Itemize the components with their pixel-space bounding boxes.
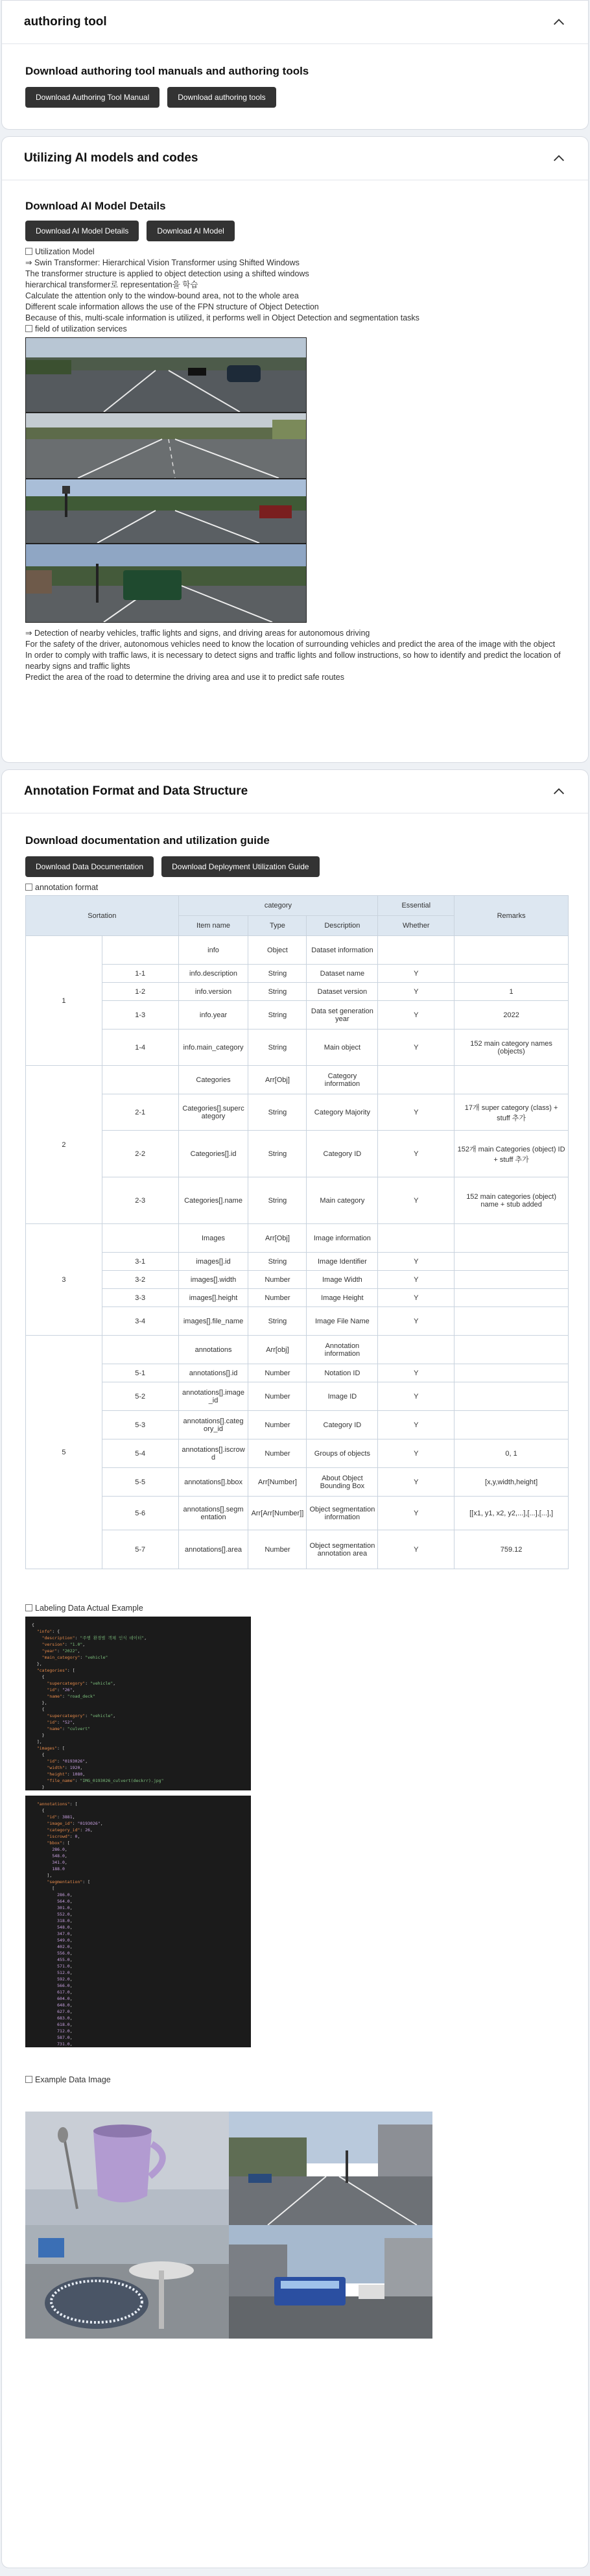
essential-flag: Y: [378, 965, 454, 983]
item-name: annotations: [178, 1336, 248, 1364]
row-code: 3-2: [102, 1271, 178, 1289]
table-row: [26, 936, 569, 965]
essential-flag: Y: [378, 1468, 454, 1497]
checkbox-icon: [25, 325, 32, 332]
item-name: info: [178, 936, 248, 965]
item-description: Data set generation year: [307, 1001, 378, 1029]
row-code: 3-3: [102, 1289, 178, 1307]
table-row: [26, 1364, 569, 1382]
authoring-tool-header[interactable]: [2, 1, 588, 44]
table-row: [26, 1468, 569, 1497]
example-image-grid: [25, 2112, 432, 2339]
item-name: info.version: [178, 983, 248, 1001]
item-description: Category Majority: [307, 1094, 378, 1131]
row-code: [102, 1066, 178, 1094]
item-description: Image Identifier: [307, 1253, 378, 1271]
item-description: Category information: [307, 1066, 378, 1094]
item-name: Categories: [178, 1066, 248, 1094]
item-description: Object segmentation annotation area: [307, 1530, 378, 1569]
item-description: Image Width: [307, 1271, 378, 1289]
model-line: ⇒ Swin Transformer: Hierarchical Vision Transformer using Shifted Windows: [25, 258, 300, 267]
essential-flag: Y: [378, 1530, 454, 1569]
header-remarks: Remarks: [454, 896, 569, 936]
table-row: [26, 1307, 569, 1336]
annotation-table-body: [26, 936, 569, 1569]
table-row: [26, 1001, 569, 1029]
essential-flag: Y: [378, 1094, 454, 1131]
item-name: annotations[].area: [178, 1530, 248, 1569]
item-name: info.year: [178, 1001, 248, 1029]
essential-flag: [378, 1224, 454, 1253]
item-type: Number: [248, 1530, 307, 1569]
road-image-1: [25, 337, 307, 413]
item-name: annotations[].category_id: [178, 1411, 248, 1439]
example-image-table: [25, 2225, 229, 2339]
item-type: String: [248, 1253, 307, 1271]
essential-flag: [378, 1066, 454, 1094]
download-authoring-tools-button[interactable]: Download authoring tools: [167, 87, 276, 108]
item-name: annotations[].id: [178, 1364, 248, 1382]
essential-flag: [378, 936, 454, 965]
checkbox-icon: [25, 884, 32, 891]
item-type: String: [248, 983, 307, 1001]
item-description: About Object Bounding Box: [307, 1468, 378, 1497]
example-image-bus: [229, 2225, 432, 2339]
remarks-cell: 0, 1: [454, 1439, 569, 1468]
item-name: images[].id: [178, 1253, 248, 1271]
remarks-cell: 759.12: [454, 1530, 569, 1569]
download-data-documentation-button[interactable]: Download Data Documentation: [25, 856, 154, 877]
group-number: 2: [26, 1066, 102, 1224]
field-line: ⇒ Detection of nearby vehicles, traffic lights and signs, and driving areas for autonomous driving: [25, 629, 370, 638]
remarks-cell: 152 main categories (object) name + stub added: [454, 1177, 569, 1224]
item-type: Arr[Number]: [248, 1468, 307, 1497]
remarks-cell: 17개 super category (class) + stuff 추가: [454, 1094, 569, 1131]
item-type: Arr[Obj]: [248, 1066, 307, 1094]
json-example-code-2: "annotations": [ { "id": 3881, "image_id": "0193026", "category_id": 26, "iscrowd": 0, "bbox": [ 286.0, 548.0, 341.0, 188.0 ], "segmentation": [ [ 286.0, 564.0, 301.0, 552.0, 318.0, 548.0, 347.0, 549.0, 402.0, 556.0, 455.0, 571.0, 512.0, 592.0, 566.0, 617.0, 604.0, 648.0, 627.0, 683.0, 618.0, 712.0, 587.0, 731.0,: [25, 1796, 251, 2047]
header-whether: Whether: [378, 916, 454, 936]
essential-flag: Y: [378, 1289, 454, 1307]
item-type: Number: [248, 1439, 307, 1468]
row-code: 5-2: [102, 1382, 178, 1411]
group-number: 1: [26, 936, 102, 1066]
item-description: Groups of objects: [307, 1439, 378, 1468]
chevron-up-icon[interactable]: [552, 15, 566, 29]
checkbox-icon: [25, 2076, 32, 2083]
row-code: 5-1: [102, 1364, 178, 1382]
model-line: Different scale information allows the use of the FPN structure of Object Detection: [25, 302, 319, 311]
essential-flag: Y: [378, 1001, 454, 1029]
checkbox-icon: [25, 1604, 32, 1611]
header-category: category: [178, 896, 378, 916]
ai-models-panel: [1, 136, 589, 763]
remarks-cell: [454, 1253, 569, 1271]
panel-title: authoring tool: [24, 15, 107, 29]
remarks-cell: [454, 1307, 569, 1336]
row-code: [102, 1336, 178, 1364]
table-row: [26, 1271, 569, 1289]
table-row: [26, 1224, 569, 1253]
item-type: String: [248, 1307, 307, 1336]
item-name: annotations[].iscrowd: [178, 1439, 248, 1468]
essential-flag: Y: [378, 983, 454, 1001]
remarks-cell: [454, 1382, 569, 1411]
item-type: String: [248, 1001, 307, 1029]
item-name: Categories[].name: [178, 1177, 248, 1224]
row-code: 3-4: [102, 1307, 178, 1336]
model-line: Because of this, multi-scale information is utilized, it performs well in Object Detection and segmentation tasks: [25, 313, 419, 322]
item-type: String: [248, 965, 307, 983]
ai-models-header[interactable]: [2, 137, 588, 180]
item-name: Categories[].supercategory: [178, 1094, 248, 1131]
group-number: 5: [26, 1336, 102, 1569]
section-title: Download documentation and utilization guide: [25, 834, 270, 847]
table-row: [26, 1530, 569, 1569]
item-description: Main category: [307, 1177, 378, 1224]
item-description: Image Height: [307, 1289, 378, 1307]
annotation-format-table: [25, 895, 569, 1569]
road-image-3: [25, 479, 307, 544]
item-description: Dataset information: [307, 936, 378, 965]
item-name: annotations[].image_id: [178, 1382, 248, 1411]
panel-title: Utilizing AI models and codes: [24, 151, 198, 165]
essential-flag: Y: [378, 1307, 454, 1336]
authoring-tool-panel: [1, 0, 589, 130]
example-image-mug: [25, 2112, 229, 2225]
chevron-up-icon[interactable]: [552, 151, 566, 165]
item-description: Dataset name: [307, 965, 378, 983]
table-row: [26, 1253, 569, 1271]
row-code: 1-2: [102, 983, 178, 1001]
model-line: The transformer structure is applied to object detection using a shifted windows: [25, 269, 309, 278]
header-sortation: Sortation: [26, 896, 179, 936]
item-description: Category ID: [307, 1411, 378, 1439]
essential-flag: Y: [378, 1382, 454, 1411]
header-essential: Essential: [378, 896, 454, 916]
remarks-cell: [454, 1224, 569, 1253]
row-code: 2-1: [102, 1094, 178, 1131]
download-ai-model-button[interactable]: Download AI Model: [147, 221, 234, 241]
table-row: [26, 1094, 569, 1131]
checkbox-icon: [25, 248, 32, 255]
essential-flag: Y: [378, 1253, 454, 1271]
example-image-street: [229, 2112, 432, 2225]
field-line: Predict the area of the road to determine the driving area and use it to predict safe routes: [25, 673, 344, 682]
item-type: String: [248, 1094, 307, 1131]
row-code: 1-3: [102, 1001, 178, 1029]
table-row: [26, 1289, 569, 1307]
table-row: [26, 1131, 569, 1177]
download-deployment-guide-button[interactable]: Download Deployment Utilization Guide: [161, 856, 319, 877]
remarks-cell: [454, 936, 569, 965]
remarks-cell: [454, 965, 569, 983]
table-row: [26, 1411, 569, 1439]
essential-flag: [378, 1336, 454, 1364]
road-detection-images: [25, 337, 565, 623]
table-row: [26, 1497, 569, 1530]
item-name: info.main_category: [178, 1029, 248, 1066]
remarks-cell: [454, 1066, 569, 1094]
row-code: [102, 1224, 178, 1253]
json-example-code-1: { "info": { "description": "주행 환경별 객체 인식 데이터", "version": "1.0", "year": "2022", "main_category": "vehicle" }, "categories": [ { "supercategory": "vehicle", "id": "26", "name": "road_deck" }, { "supercategory": "vehicle", "id": "52", "name": "culvert" } ], "images": [ { "id": "0193026", "width": 1920, "height": 1080, "file_name": "IMG_0193026_culvert(deckrr).jpg" }: [25, 1617, 251, 1790]
download-authoring-manual-button[interactable]: Download Authoring Tool Manual: [25, 87, 159, 108]
essential-flag: Y: [378, 1411, 454, 1439]
item-description: Main object: [307, 1029, 378, 1066]
remarks-cell: 1: [454, 983, 569, 1001]
row-code: 5-7: [102, 1530, 178, 1569]
item-name: images[].file_name: [178, 1307, 248, 1336]
annotation-header[interactable]: [2, 770, 588, 813]
item-type: String: [248, 1131, 307, 1177]
remarks-cell: [454, 1271, 569, 1289]
item-description: Object segmentation information: [307, 1497, 378, 1530]
item-description: Image File Name: [307, 1307, 378, 1336]
model-line: hierarchical transformer로 representation을 학습: [25, 280, 198, 289]
field-line: For the safety of the driver, autonomous vehicles need to know the location of surrounding vehicles and predict the area of the image with the object: [25, 640, 556, 649]
table-row: [26, 1066, 569, 1094]
road-image-4: [25, 544, 307, 623]
item-name: annotations[].segmentation: [178, 1497, 248, 1530]
item-type: String: [248, 1029, 307, 1066]
chevron-up-icon[interactable]: [552, 784, 566, 799]
annotation-panel: [1, 769, 589, 2568]
row-code: 1-4: [102, 1029, 178, 1066]
item-name: Images: [178, 1224, 248, 1253]
field-of-utilization-label: field of utilization services: [25, 324, 565, 335]
item-type: Number: [248, 1271, 307, 1289]
example-image-label: Example Data Image: [25, 2075, 565, 2086]
item-description: Annotation information: [307, 1336, 378, 1364]
row-code: 5-6: [102, 1497, 178, 1530]
remarks-cell: [454, 1336, 569, 1364]
essential-flag: Y: [378, 1497, 454, 1530]
remarks-cell: [x,y,width,height]: [454, 1468, 569, 1497]
table-row: [26, 1382, 569, 1411]
item-description: Dataset version: [307, 983, 378, 1001]
item-name: images[].width: [178, 1271, 248, 1289]
road-image-2: [25, 413, 307, 479]
row-code: [102, 936, 178, 965]
essential-flag: Y: [378, 1131, 454, 1177]
labeling-example-label: Labeling Data Actual Example: [25, 1603, 565, 1614]
section-title: Download AI Model Details: [25, 200, 166, 212]
item-name: info.description: [178, 965, 248, 983]
row-code: 5-3: [102, 1411, 178, 1439]
remarks-cell: [454, 1411, 569, 1439]
item-type: Number: [248, 1382, 307, 1411]
item-type: Number: [248, 1364, 307, 1382]
item-type: Number: [248, 1411, 307, 1439]
header-item-name: Item name: [178, 916, 248, 936]
item-type: Arr[obj]: [248, 1336, 307, 1364]
table-row: [26, 1439, 569, 1468]
essential-flag: Y: [378, 1439, 454, 1468]
item-name: Categories[].id: [178, 1131, 248, 1177]
item-description: Image information: [307, 1224, 378, 1253]
item-type: Number: [248, 1289, 307, 1307]
row-code: 1-1: [102, 965, 178, 983]
table-row: [26, 1336, 569, 1364]
item-description: Category ID: [307, 1131, 378, 1177]
item-type: Object: [248, 936, 307, 965]
table-row: [26, 983, 569, 1001]
model-line: Calculate the attention only to the window-bound area, not to the whole area: [25, 291, 299, 300]
header-description: Description: [307, 916, 378, 936]
item-type: Arr[Obj]: [248, 1224, 307, 1253]
header-type: Type: [248, 916, 307, 936]
remarks-cell: [454, 1289, 569, 1307]
essential-flag: Y: [378, 1177, 454, 1224]
item-type: Arr[Arr[Number]]: [248, 1497, 307, 1530]
essential-flag: Y: [378, 1029, 454, 1066]
table-row: [26, 1177, 569, 1224]
row-code: 3-1: [102, 1253, 178, 1271]
essential-flag: Y: [378, 1364, 454, 1382]
table-row: [26, 1029, 569, 1066]
remarks-cell: [454, 1364, 569, 1382]
row-code: 5-4: [102, 1439, 178, 1468]
remarks-cell: 152개 main Categories (object) ID + stuff 추가: [454, 1131, 569, 1177]
table-row: [26, 965, 569, 983]
row-code: 5-5: [102, 1468, 178, 1497]
download-ai-model-details-button[interactable]: Download AI Model Details: [25, 221, 139, 241]
annotation-format-label: annotation format: [25, 882, 565, 893]
item-name: images[].height: [178, 1289, 248, 1307]
utilization-model-label: Utilization Model: [25, 247, 565, 258]
remarks-cell: 2022: [454, 1001, 569, 1029]
item-type: String: [248, 1177, 307, 1224]
panel-title: Annotation Format and Data Structure: [24, 784, 248, 798]
row-code: 2-3: [102, 1177, 178, 1224]
item-description: Image ID: [307, 1382, 378, 1411]
row-code: 2-2: [102, 1131, 178, 1177]
field-line: In order to comply with traffic laws, it is necessary to detect signs and traffic lights and follow instructions, so how to identify and predict the location of nearby signs and traffic lights: [25, 651, 561, 671]
item-description: Notation ID: [307, 1364, 378, 1382]
remarks-cell: [[x1, y1, x2, y2,...],[...],[...],]: [454, 1497, 569, 1530]
group-number: 3: [26, 1224, 102, 1336]
essential-flag: Y: [378, 1271, 454, 1289]
section-title: Download authoring tool manuals and authoring tools: [25, 65, 309, 77]
remarks-cell: 152 main category names (objects): [454, 1029, 569, 1066]
item-name: annotations[].bbox: [178, 1468, 248, 1497]
